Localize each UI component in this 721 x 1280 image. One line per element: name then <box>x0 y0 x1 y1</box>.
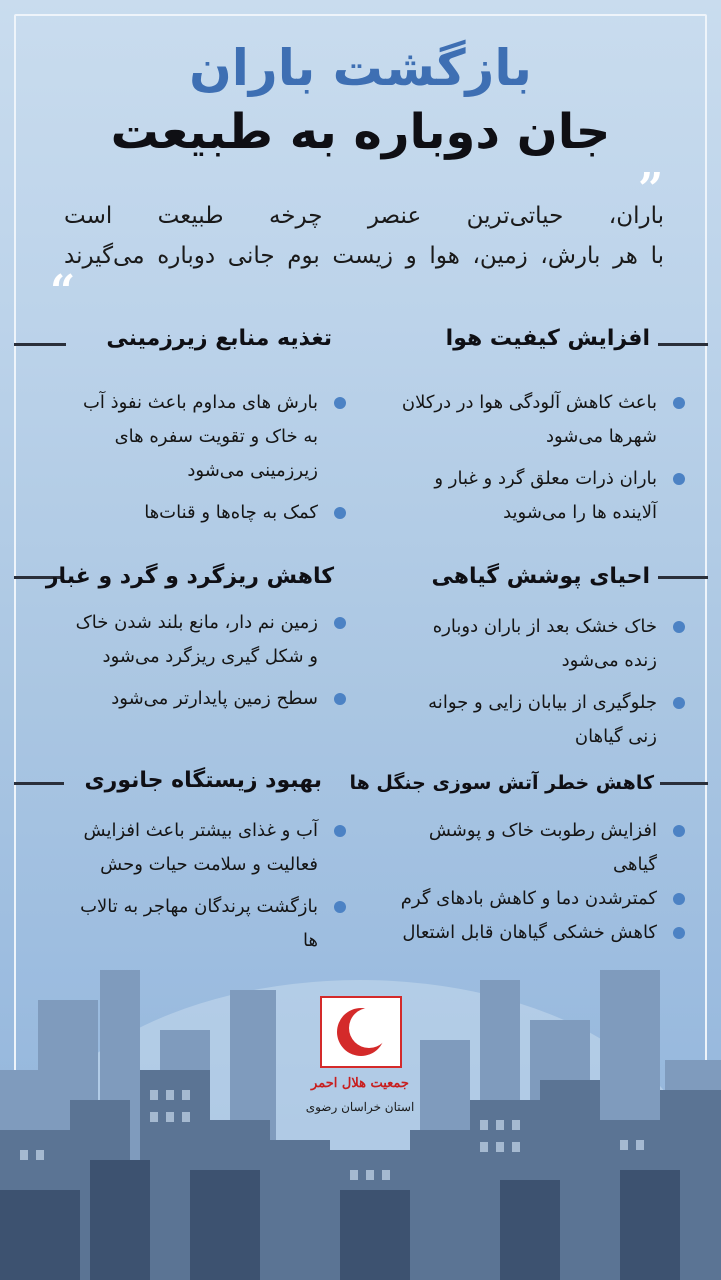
organization-name: جمعیت هلال احمر <box>311 1076 409 1091</box>
section-title-plants: احیای پوشش گیاهی <box>431 564 650 589</box>
section-wildlife-items <box>76 814 346 966</box>
quote-open-icon: ” <box>638 164 664 215</box>
list-item: افزایش رطوبت خاک و پوشش گیاهی <box>380 814 685 882</box>
quote-close-icon: “ <box>50 266 76 317</box>
list-item: جلوگیری از بیابان زایی و جوانه زنی گیاهان <box>400 686 685 754</box>
bullet-icon <box>334 397 346 409</box>
section-dust <box>45 562 334 592</box>
bullet-icon <box>673 473 685 485</box>
list-item: خاک خشک بعد از باران دوباره زنده می‌شود <box>400 610 685 678</box>
red-crescent-logo <box>320 996 402 1068</box>
list-item: باعث کاهش آلودگی هوا در درکلان شهرها می‌شود <box>400 386 685 454</box>
section-rule-fire <box>660 782 708 785</box>
section-rule-wildlife <box>14 782 64 785</box>
section-title-dust: کاهش ریزگرد و گرد و غبار <box>45 564 334 589</box>
section-air-items <box>400 386 685 538</box>
list-item: بازگشت پرندگان مهاجر به تالاب ها <box>76 890 346 958</box>
section-groundwater <box>72 324 332 354</box>
section-rule-groundwater <box>14 343 66 346</box>
section-rule-plants <box>658 576 708 579</box>
list-item: کمترشدن دما و کاهش بادهای گرم <box>380 882 685 916</box>
bullet-icon <box>673 621 685 633</box>
section-title-wildlife: بهبود زیستگاه جانوری <box>84 768 322 793</box>
list-item: باران ذرات معلق گرد و غبار و آلاینده ها را می‌شوید <box>400 462 685 530</box>
list-item: زمین نم دار، مانع بلند شدن خاک و شکل گیری ریزگرد می‌شود <box>66 606 346 674</box>
section-dust-items <box>66 606 346 724</box>
section-title-fire: کاهش خطر آتش سوزی جنگل ها <box>349 772 654 794</box>
bullet-icon <box>334 693 346 705</box>
intro-quote <box>64 196 664 276</box>
list-item: بارش های مداوم باعث نفوذ آب به خاک و تقویت سفره های زیرزمینی می‌شود <box>74 386 346 488</box>
section-plants-items <box>400 610 685 762</box>
section-rule-air <box>658 343 708 346</box>
bullet-icon <box>673 825 685 837</box>
section-plants <box>370 562 650 592</box>
red-crescent-icon <box>322 998 400 1066</box>
organization-province: استان خراسان رضوی <box>305 1100 415 1114</box>
list-item: سطح زمین پایدارتر می‌شود <box>66 682 346 716</box>
section-title-air: افزایش کیفیت هوا <box>445 326 650 351</box>
section-fire <box>349 768 654 798</box>
section-fire-items <box>380 814 685 958</box>
main-subtitle: جان دوباره به طبیعت <box>110 104 611 160</box>
bullet-icon <box>334 617 346 629</box>
section-title-groundwater: تغذیه منابع زیرزمینی <box>106 326 332 351</box>
bullet-icon <box>673 397 685 409</box>
bullet-icon <box>334 825 346 837</box>
quote-line-1: باران، حیاتی‌ترین عنصر چرخه طبیعت است <box>64 203 664 229</box>
bullet-icon <box>673 893 685 905</box>
bullet-icon <box>334 507 346 519</box>
bullet-icon <box>673 927 685 939</box>
section-wildlife <box>72 766 322 796</box>
section-groundwater-items <box>74 386 346 538</box>
main-title: بازگشت باران <box>189 39 532 97</box>
bullet-icon <box>673 697 685 709</box>
bullet-icon <box>334 901 346 913</box>
list-item: کمک به چاه‌ها و قنات‌ها <box>74 496 346 530</box>
section-air <box>370 324 650 354</box>
quote-line-2: با هر بارش، زمین، هوا و زیست بوم جانی دوباره می‌گیرند <box>64 243 664 269</box>
list-item: آب و غذای بیشتر باعث افزایش فعالیت و سلامت حیات وحش <box>76 814 346 882</box>
list-item: کاهش خشکی گیاهان قابل اشتعال <box>380 916 685 950</box>
